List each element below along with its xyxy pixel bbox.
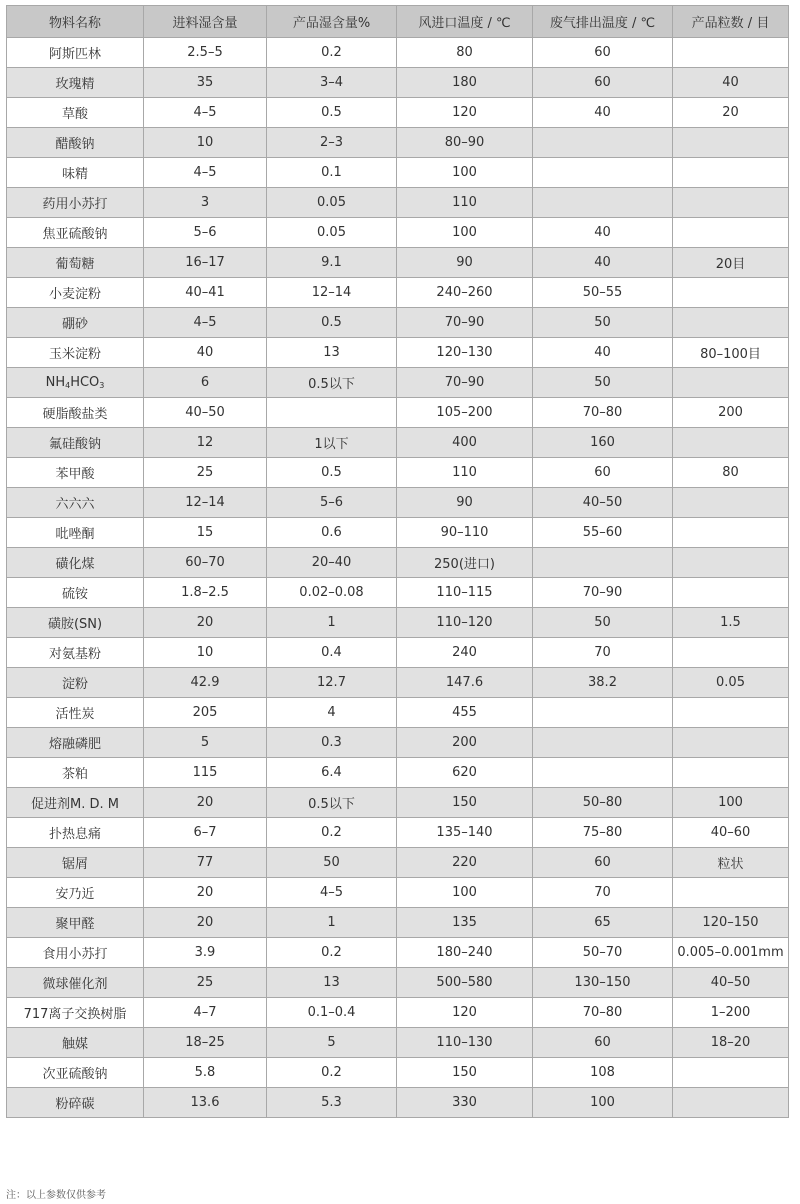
- material-name-cell: 促进剂M. D. M: [7, 788, 144, 818]
- table-cell: 120–130: [397, 338, 533, 368]
- table-cell: 65: [533, 908, 673, 938]
- table-cell: 18–20: [673, 1028, 789, 1058]
- table-cell: 13: [267, 338, 397, 368]
- material-name-cell: 安乃近: [7, 878, 144, 908]
- table-cell: 10: [144, 128, 267, 158]
- table-cell: 250(进口): [397, 548, 533, 578]
- table-cell: [673, 218, 789, 248]
- table-row: [7, 548, 789, 578]
- table-row: [7, 788, 789, 818]
- table-cell: 50–55: [533, 278, 673, 308]
- table-cell: 40: [533, 248, 673, 278]
- table-cell: 110: [397, 188, 533, 218]
- table-cell: 20: [144, 878, 267, 908]
- table-cell: [673, 308, 789, 338]
- table-cell: 70–80: [533, 998, 673, 1028]
- table-cell: [533, 188, 673, 218]
- table-cell: 70–90: [397, 308, 533, 338]
- material-name-cell: 草酸: [7, 98, 144, 128]
- material-name-cell: 淀粉: [7, 668, 144, 698]
- table-cell: 70: [533, 638, 673, 668]
- table-cell: 1以下: [267, 428, 397, 458]
- table-cell: 6–7: [144, 818, 267, 848]
- table-cell: 5.3: [267, 1088, 397, 1118]
- table-cell: 0.5: [267, 308, 397, 338]
- table-cell: [533, 158, 673, 188]
- table-row: [7, 68, 789, 98]
- table-body: [7, 38, 789, 1118]
- table-cell: 13: [267, 968, 397, 998]
- table-cell: 120: [397, 998, 533, 1028]
- table-cell: 90–110: [397, 518, 533, 548]
- table-cell: 55–60: [533, 518, 673, 548]
- material-name-cell: 味精: [7, 158, 144, 188]
- table-cell: 70–90: [533, 578, 673, 608]
- table-cell: 455: [397, 698, 533, 728]
- table-cell: 500–580: [397, 968, 533, 998]
- table-cell: 4: [267, 698, 397, 728]
- table-cell: 40: [533, 218, 673, 248]
- table-cell: 1: [267, 608, 397, 638]
- table-row: [7, 428, 789, 458]
- table-cell: 5: [144, 728, 267, 758]
- table-row: [7, 758, 789, 788]
- table-cell: 5: [267, 1028, 397, 1058]
- table-row: [7, 1058, 789, 1088]
- table-cell: [673, 758, 789, 788]
- material-name-cell: 磺化煤: [7, 548, 144, 578]
- table-cell: 80–90: [397, 128, 533, 158]
- table-row: [7, 968, 789, 998]
- table-cell: 5–6: [144, 218, 267, 248]
- table-cell: 150: [397, 788, 533, 818]
- table-cell: 200: [397, 728, 533, 758]
- material-name-cell: 熔融磷肥: [7, 728, 144, 758]
- table-row: [7, 728, 789, 758]
- table-cell: 120–150: [673, 908, 789, 938]
- table-cell: 20: [144, 608, 267, 638]
- table-cell: 1: [267, 908, 397, 938]
- table-cell: [673, 638, 789, 668]
- table-cell: 90: [397, 488, 533, 518]
- table-cell: 12.7: [267, 668, 397, 698]
- header-row: [7, 6, 789, 38]
- table-cell: 40–50: [673, 968, 789, 998]
- table-cell: 0.2: [267, 818, 397, 848]
- material-name-cell: 吡唑酮: [7, 518, 144, 548]
- table-cell: 0.1: [267, 158, 397, 188]
- table-header: [7, 6, 789, 38]
- table-cell: 180: [397, 68, 533, 98]
- table-cell: 110–120: [397, 608, 533, 638]
- table-cell: [533, 548, 673, 578]
- table-cell: 0.1–0.4: [267, 998, 397, 1028]
- table-cell: 3.9: [144, 938, 267, 968]
- material-name-cell: 茶粕: [7, 758, 144, 788]
- table-cell: 220: [397, 848, 533, 878]
- table-cell: 12–14: [144, 488, 267, 518]
- table-row: [7, 578, 789, 608]
- material-name-cell: 717离子交换树脂: [7, 998, 144, 1028]
- table-cell: 6.4: [267, 758, 397, 788]
- table-cell: 240–260: [397, 278, 533, 308]
- table-cell: 100: [397, 218, 533, 248]
- table-cell: 3–4: [267, 68, 397, 98]
- table-cell: 620: [397, 758, 533, 788]
- material-name-cell: 药用小苏打: [7, 188, 144, 218]
- material-name-cell: 对氨基粉: [7, 638, 144, 668]
- table-row: [7, 938, 789, 968]
- table-cell: 70–90: [397, 368, 533, 398]
- table-cell: 4–5: [267, 878, 397, 908]
- table-cell: 0.05: [673, 668, 789, 698]
- table-cell: [673, 188, 789, 218]
- table-cell: 12: [144, 428, 267, 458]
- material-name-cell: 氟硅酸钠: [7, 428, 144, 458]
- material-name-cell: 磺胺(SN): [7, 608, 144, 638]
- table-cell: 40–41: [144, 278, 267, 308]
- table-cell: [673, 578, 789, 608]
- table-row: [7, 368, 789, 398]
- table-cell: 108: [533, 1058, 673, 1088]
- table-cell: 0.02–0.08: [267, 578, 397, 608]
- table-cell: 130–150: [533, 968, 673, 998]
- table-cell: [673, 1088, 789, 1118]
- table-row: [7, 878, 789, 908]
- table-cell: 75–80: [533, 818, 673, 848]
- table-cell: 4–7: [144, 998, 267, 1028]
- table-row: [7, 278, 789, 308]
- table-cell: [673, 278, 789, 308]
- table-cell: [673, 38, 789, 68]
- table-cell: 0.05: [267, 218, 397, 248]
- drying-parameters-table: [6, 5, 789, 1118]
- table-cell: 20目: [673, 248, 789, 278]
- table-row: [7, 818, 789, 848]
- table-cell: 100: [397, 878, 533, 908]
- table-cell: 20–40: [267, 548, 397, 578]
- table-cell: [533, 728, 673, 758]
- table-row: [7, 848, 789, 878]
- table-row: [7, 488, 789, 518]
- table-row: [7, 398, 789, 428]
- table-row: [7, 188, 789, 218]
- table-cell: 60–70: [144, 548, 267, 578]
- table-cell: 115: [144, 758, 267, 788]
- table-cell: 40–60: [673, 818, 789, 848]
- table-cell: [673, 548, 789, 578]
- material-name-cell: 硬脂酸盐类: [7, 398, 144, 428]
- table-cell: 120: [397, 98, 533, 128]
- table-cell: 110–115: [397, 578, 533, 608]
- table-cell: 60: [533, 68, 673, 98]
- table-cell: 40–50: [533, 488, 673, 518]
- table-cell: 135–140: [397, 818, 533, 848]
- table-row: [7, 1028, 789, 1058]
- table-cell: [673, 128, 789, 158]
- table-cell: 5–6: [267, 488, 397, 518]
- table-cell: 6: [144, 368, 267, 398]
- table-cell: 50: [533, 608, 673, 638]
- material-name-cell: 硼砂: [7, 308, 144, 338]
- table-cell: 40: [673, 68, 789, 98]
- table-cell: 15: [144, 518, 267, 548]
- table-cell: [533, 128, 673, 158]
- table-cell: 18–25: [144, 1028, 267, 1058]
- material-name-cell: 阿斯匹林: [7, 38, 144, 68]
- table-cell: 3: [144, 188, 267, 218]
- table-row: [7, 518, 789, 548]
- table-cell: 0.2: [267, 1058, 397, 1088]
- material-name-cell: 触媒: [7, 1028, 144, 1058]
- table-cell: 160: [533, 428, 673, 458]
- table-cell: 40–50: [144, 398, 267, 428]
- material-name-cell: 六六六: [7, 488, 144, 518]
- table-cell: 粒状: [673, 848, 789, 878]
- table-cell: [673, 518, 789, 548]
- material-name-cell: 微球催化剂: [7, 968, 144, 998]
- material-name-cell: 次亚硫酸钠: [7, 1058, 144, 1088]
- table-cell: 0.5以下: [267, 368, 397, 398]
- table-cell: 35: [144, 68, 267, 98]
- table-cell: 25: [144, 458, 267, 488]
- table-row: [7, 248, 789, 278]
- table-cell: 0.2: [267, 938, 397, 968]
- table-cell: 1.5: [673, 608, 789, 638]
- material-name-cell: 焦亚硫酸钠: [7, 218, 144, 248]
- material-name-cell: 小麦淀粉: [7, 278, 144, 308]
- table-cell: 110–130: [397, 1028, 533, 1058]
- column-header: 废气排出温度 / ℃: [533, 6, 673, 38]
- table-cell: 20: [673, 98, 789, 128]
- material-name-cell: 硫铵: [7, 578, 144, 608]
- table-cell: 50–80: [533, 788, 673, 818]
- footnote: 注：以上参数仅供参考: [6, 1190, 106, 1201]
- table-cell: 0.5以下: [267, 788, 397, 818]
- table-row: [7, 458, 789, 488]
- table-cell: 100: [533, 1088, 673, 1118]
- table-cell: 10: [144, 638, 267, 668]
- table-cell: 80–100目: [673, 338, 789, 368]
- table-cell: 20: [144, 788, 267, 818]
- table-cell: 90: [397, 248, 533, 278]
- material-name-cell: 聚甲醛: [7, 908, 144, 938]
- table-cell: 205: [144, 698, 267, 728]
- table-cell: 42.9: [144, 668, 267, 698]
- table-cell: 135: [397, 908, 533, 938]
- column-header: 产品湿含量%: [267, 6, 397, 38]
- table-row: [7, 698, 789, 728]
- material-name-cell: $NH_4HCO_3$: [7, 368, 144, 398]
- column-header: 进料湿含量: [144, 6, 267, 38]
- table-cell: [673, 1058, 789, 1088]
- table-row: [7, 338, 789, 368]
- material-name-cell: 玫瑰精: [7, 68, 144, 98]
- table-cell: [533, 758, 673, 788]
- table-row: [7, 158, 789, 188]
- table-cell: 25: [144, 968, 267, 998]
- table-cell: 0.5: [267, 98, 397, 128]
- table-row: [7, 668, 789, 698]
- table-cell: 100: [397, 158, 533, 188]
- table-cell: 12–14: [267, 278, 397, 308]
- table-cell: [673, 878, 789, 908]
- table-cell: 0.5: [267, 458, 397, 488]
- table-cell: [673, 428, 789, 458]
- material-name-cell: 粉碎碳: [7, 1088, 144, 1118]
- table-cell: 40: [144, 338, 267, 368]
- table-cell: [673, 368, 789, 398]
- table-row: [7, 218, 789, 248]
- table-cell: 1–200: [673, 998, 789, 1028]
- table-cell: 0.2: [267, 38, 397, 68]
- table-cell: 110: [397, 458, 533, 488]
- table-row: [7, 98, 789, 128]
- material-name-cell: 玉米淀粉: [7, 338, 144, 368]
- table-cell: 0.05: [267, 188, 397, 218]
- table-cell: [673, 158, 789, 188]
- table-cell: 0.3: [267, 728, 397, 758]
- table-cell: 80: [673, 458, 789, 488]
- table-cell: 2–3: [267, 128, 397, 158]
- material-name-cell: 食用小苏打: [7, 938, 144, 968]
- table-cell: 200: [673, 398, 789, 428]
- table-cell: 2.5–5: [144, 38, 267, 68]
- material-name-cell: 葡萄糖: [7, 248, 144, 278]
- table-cell: 5.8: [144, 1058, 267, 1088]
- table-cell: 0.005–0.001mm: [673, 938, 789, 968]
- table-cell: 60: [533, 1028, 673, 1058]
- table-cell: 13.6: [144, 1088, 267, 1118]
- table-cell: 4–5: [144, 98, 267, 128]
- column-header: 风进口温度 / ℃: [397, 6, 533, 38]
- table-cell: 70–80: [533, 398, 673, 428]
- table-cell: 180–240: [397, 938, 533, 968]
- material-name-cell: 锯屑: [7, 848, 144, 878]
- table-cell: 80: [397, 38, 533, 68]
- table-row: [7, 998, 789, 1028]
- table-cell: 50: [533, 368, 673, 398]
- table-cell: 20: [144, 908, 267, 938]
- table-cell: 60: [533, 848, 673, 878]
- table-cell: 105–200: [397, 398, 533, 428]
- table-row: [7, 38, 789, 68]
- table-cell: 77: [144, 848, 267, 878]
- table-cell: 1.8–2.5: [144, 578, 267, 608]
- table-cell: [267, 398, 397, 428]
- table-cell: 9.1: [267, 248, 397, 278]
- table-cell: 100: [673, 788, 789, 818]
- table-cell: 38.2: [533, 668, 673, 698]
- table-cell: [673, 698, 789, 728]
- table-cell: [673, 488, 789, 518]
- table-cell: 40: [533, 98, 673, 128]
- table-row: [7, 638, 789, 668]
- column-header: 物料名称: [7, 6, 144, 38]
- table-row: [7, 908, 789, 938]
- table-cell: 60: [533, 38, 673, 68]
- table-cell: 4–5: [144, 308, 267, 338]
- material-name-cell: 活性炭: [7, 698, 144, 728]
- table-cell: 60: [533, 458, 673, 488]
- table-cell: 150: [397, 1058, 533, 1088]
- table-cell: 50–70: [533, 938, 673, 968]
- table-row: [7, 308, 789, 338]
- table-cell: 16–17: [144, 248, 267, 278]
- table-cell: 400: [397, 428, 533, 458]
- table-cell: 240: [397, 638, 533, 668]
- table-row: [7, 1088, 789, 1118]
- table-row: [7, 128, 789, 158]
- table-cell: 0.6: [267, 518, 397, 548]
- table-cell: 147.6: [397, 668, 533, 698]
- table-cell: 4–5: [144, 158, 267, 188]
- table-cell: 50: [267, 848, 397, 878]
- column-header: 产品粒数 / 目: [673, 6, 789, 38]
- material-name-cell: 苯甲酸: [7, 458, 144, 488]
- table-cell: 330: [397, 1088, 533, 1118]
- table-row: [7, 608, 789, 638]
- material-name-cell: 扑热息痛: [7, 818, 144, 848]
- table-cell: 0.4: [267, 638, 397, 668]
- table-cell: 50: [533, 308, 673, 338]
- table-cell: 40: [533, 338, 673, 368]
- table-cell: 70: [533, 878, 673, 908]
- table-cell: [673, 728, 789, 758]
- material-name-cell: 醋酸钠: [7, 128, 144, 158]
- table-cell: [533, 698, 673, 728]
